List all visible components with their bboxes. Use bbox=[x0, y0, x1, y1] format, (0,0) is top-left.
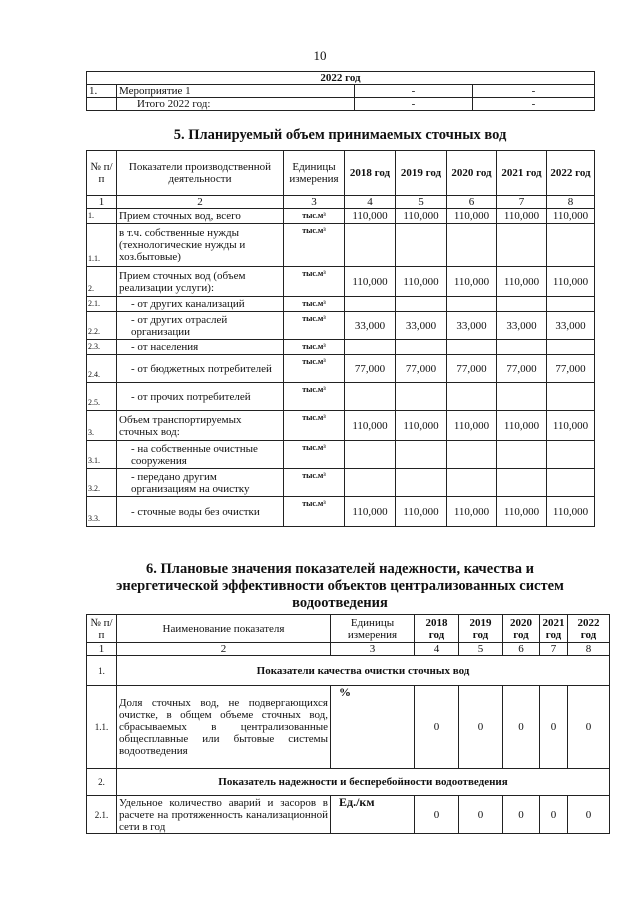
indicator-name: в т.ч. собственные нужды (технологические нужды и хоз.бытовые) bbox=[117, 224, 284, 267]
indicator-name: - от других отраслей организации bbox=[117, 312, 284, 340]
value-cell: 110,000 bbox=[497, 267, 547, 297]
header-no: № п/п bbox=[87, 615, 117, 643]
value-cell: 110,000 bbox=[345, 267, 396, 297]
value-cell bbox=[447, 441, 497, 469]
value-cell bbox=[396, 469, 447, 497]
value-cell: 110,000 bbox=[497, 497, 547, 527]
table-row: 2.1. Удельное количество аварий и засоров в расчете на протяженность канализационной сети в год Ед./км 0 0 0 0 0 bbox=[87, 796, 610, 834]
value-cell: 110,000 bbox=[396, 411, 447, 441]
value-cell bbox=[447, 469, 497, 497]
unit-cell: тыс.м³ bbox=[284, 355, 345, 383]
group-title: Показатели качества очистки сточных вод bbox=[117, 656, 610, 686]
unit-cell: тыс.м³ bbox=[284, 469, 345, 497]
indicator-name: - на собственные очистные сооружения bbox=[117, 441, 284, 469]
value-cell: 110,000 bbox=[497, 209, 547, 224]
page-number: 10 bbox=[313, 48, 327, 63]
value-cell bbox=[447, 224, 497, 267]
value-cell: 110,000 bbox=[547, 497, 595, 527]
top-table-year-header: 2022 год bbox=[87, 72, 595, 85]
indicator-name: - от населения bbox=[117, 340, 284, 355]
indicator-name: Прием сточных вод, всего bbox=[117, 209, 284, 224]
column-number-row: 1 2 3 4 5 6 7 8 bbox=[87, 643, 610, 656]
value-cell bbox=[497, 441, 547, 469]
row-number: 3.3. bbox=[87, 497, 117, 527]
table-row bbox=[87, 340, 595, 355]
section5-title: 5. Планируемый объем принимаемых сточных вод bbox=[173, 127, 507, 143]
indicator-name: Доля сточных вод, не подвергающихся очистке, в общем объеме сточных вод, сбрасываемых в централизованные общесплавные или бытовые системы водоотведения bbox=[117, 686, 331, 769]
header-year: 2021 год bbox=[540, 615, 568, 643]
header-year: 2020 год bbox=[503, 615, 540, 643]
value-cell bbox=[345, 469, 396, 497]
table-row bbox=[87, 469, 595, 497]
table-row bbox=[87, 267, 595, 297]
value-cell: 110,000 bbox=[345, 411, 396, 441]
unit-cell: тыс.м³ bbox=[284, 312, 345, 340]
unit-cell: тыс.м³ bbox=[284, 340, 345, 355]
value-cell: 110,000 bbox=[345, 209, 396, 224]
value-cell bbox=[396, 441, 447, 469]
indicator-name: - от других канализаций bbox=[117, 297, 284, 312]
value-cell bbox=[547, 297, 595, 312]
value-cell bbox=[447, 340, 497, 355]
unit-cell: тыс.м³ bbox=[284, 297, 345, 312]
row-number: 2.5. bbox=[87, 383, 117, 411]
value-cell: 33,000 bbox=[396, 312, 447, 340]
indicator-name: - передано другим организациям на очистку bbox=[117, 469, 284, 497]
header-year: 2021 год bbox=[497, 151, 547, 196]
table-row: 1.1. Доля сточных вод, не подвергающихся очистке, в общем объеме сточных вод, сбрасываемых в централизованные общесплавные или бытовые системы водоотведения % 0 0 0 0 0 bbox=[87, 686, 610, 769]
table-row bbox=[87, 312, 595, 340]
value-cell: 77,000 bbox=[447, 355, 497, 383]
section6-title: 6. Плановые значения показателей надежности, качества и энергетической эффективности объектов централизованных систем водоотведения bbox=[116, 561, 564, 611]
row-number: 3.2. bbox=[87, 469, 117, 497]
value-cell bbox=[497, 340, 547, 355]
unit-cell: тыс.м³ bbox=[284, 497, 345, 527]
value-cell: 77,000 bbox=[547, 355, 595, 383]
row-number: 2.4. bbox=[87, 355, 117, 383]
value-cell bbox=[547, 383, 595, 411]
header-year: 2019 год bbox=[396, 151, 447, 196]
unit-cell: % bbox=[331, 686, 415, 769]
table-row bbox=[87, 411, 595, 441]
group-title: Показатель надежности и бесперебойности водоотведения bbox=[117, 769, 610, 796]
row-number: 1. bbox=[87, 209, 117, 224]
row-number: 2.1. bbox=[87, 297, 117, 312]
unit-cell: тыс.м³ bbox=[284, 383, 345, 411]
value-cell: 110,000 bbox=[447, 497, 497, 527]
value-cell bbox=[547, 224, 595, 267]
section6-table bbox=[86, 614, 610, 834]
table-row: Итого 2022 год: - - bbox=[87, 98, 595, 111]
indicator-name: - от бюджетных потребителей bbox=[117, 355, 284, 383]
row-number: 3.1. bbox=[87, 441, 117, 469]
value-cell bbox=[497, 469, 547, 497]
row-number: 2. bbox=[87, 267, 117, 297]
unit-cell: Ед./км bbox=[331, 796, 415, 834]
value-cell: 110,000 bbox=[497, 411, 547, 441]
unit-cell: тыс.м³ bbox=[284, 267, 345, 297]
indicator-name: Объем транспортируемых сточных вод: bbox=[117, 411, 284, 441]
indicator-name: Удельное количество аварий и засоров в расчете на протяженность канализационной сети в год bbox=[117, 796, 331, 834]
value-cell: 110,000 bbox=[396, 209, 447, 224]
indicator-name: - сточные воды без очистки bbox=[117, 497, 284, 527]
value-cell: 110,000 bbox=[547, 209, 595, 224]
unit-cell: тыс.м³ bbox=[284, 441, 345, 469]
value-cell bbox=[396, 340, 447, 355]
group-row: 1. Показатели качества очистки сточных вод bbox=[87, 656, 610, 686]
header-year: 2018 год bbox=[415, 615, 459, 643]
header-year: 2019 год bbox=[459, 615, 503, 643]
value-cell: 110,000 bbox=[345, 497, 396, 527]
row-number: 2.2. bbox=[87, 312, 117, 340]
unit-cell: тыс.м³ bbox=[284, 411, 345, 441]
table-row bbox=[87, 224, 595, 267]
header-no: № п/ п bbox=[87, 151, 117, 196]
value-cell bbox=[345, 383, 396, 411]
header-indicator: Показатели производственной деятельности bbox=[117, 151, 284, 196]
header-units: Единицы измерения bbox=[331, 615, 415, 643]
header-year: 2022 год bbox=[568, 615, 610, 643]
value-cell: 110,000 bbox=[396, 267, 447, 297]
value-cell bbox=[497, 224, 547, 267]
value-cell bbox=[345, 297, 396, 312]
value-cell: 77,000 bbox=[345, 355, 396, 383]
table-row: 1. Мероприятие 1 - - bbox=[87, 85, 595, 98]
indicator-name: Прием сточных вод (объем реализации услуги): bbox=[117, 267, 284, 297]
row-number: 2.3. bbox=[87, 340, 117, 355]
unit-cell: тыс.м³ bbox=[284, 224, 345, 267]
value-cell bbox=[345, 224, 396, 267]
top-table bbox=[86, 71, 595, 111]
value-cell bbox=[497, 297, 547, 312]
column-number-row: 1 2 3 4 5 6 7 8 bbox=[87, 196, 595, 209]
value-cell: 110,000 bbox=[396, 497, 447, 527]
value-cell bbox=[547, 340, 595, 355]
value-cell: 33,000 bbox=[345, 312, 396, 340]
value-cell: 110,000 bbox=[547, 267, 595, 297]
value-cell bbox=[547, 469, 595, 497]
section5-table bbox=[86, 150, 595, 527]
table-row bbox=[87, 441, 595, 469]
value-cell bbox=[396, 224, 447, 267]
table-row bbox=[87, 297, 595, 312]
value-cell bbox=[345, 340, 396, 355]
value-cell: 110,000 bbox=[447, 411, 497, 441]
value-cell bbox=[396, 383, 447, 411]
group-row: 2. Показатель надежности и бесперебойности водоотведения bbox=[87, 769, 610, 796]
header-units: Единицы измерения bbox=[284, 151, 345, 196]
table-row bbox=[87, 497, 595, 527]
table-row bbox=[87, 355, 595, 383]
value-cell bbox=[447, 383, 497, 411]
value-cell: 33,000 bbox=[497, 312, 547, 340]
row-number: 1.1. bbox=[87, 224, 117, 267]
header-year: 2018 год bbox=[345, 151, 396, 196]
value-cell bbox=[447, 297, 497, 312]
value-cell bbox=[396, 297, 447, 312]
value-cell bbox=[497, 383, 547, 411]
table-row bbox=[87, 383, 595, 411]
header-year: 2020 год bbox=[447, 151, 497, 196]
unit-cell: тыс.м³ bbox=[284, 209, 345, 224]
value-cell bbox=[547, 441, 595, 469]
header-year: 2022 год bbox=[547, 151, 595, 196]
value-cell: 110,000 bbox=[547, 411, 595, 441]
value-cell bbox=[345, 441, 396, 469]
table-row bbox=[87, 209, 595, 224]
value-cell: 110,000 bbox=[447, 267, 497, 297]
header-indicator: Наименование показателя bbox=[117, 615, 331, 643]
row-number: 3. bbox=[87, 411, 117, 441]
indicator-name: - от прочих потребителей bbox=[117, 383, 284, 411]
value-cell: 33,000 bbox=[547, 312, 595, 340]
value-cell: 77,000 bbox=[396, 355, 447, 383]
value-cell: 33,000 bbox=[447, 312, 497, 340]
value-cell: 110,000 bbox=[447, 209, 497, 224]
value-cell: 77,000 bbox=[497, 355, 547, 383]
